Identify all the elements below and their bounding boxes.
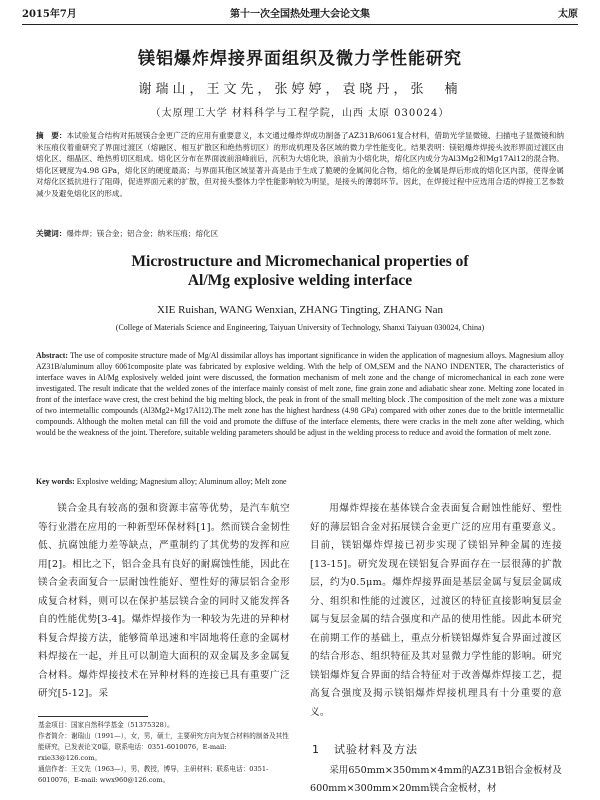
english-title-line2: Al/Mg explosive welding interface bbox=[187, 272, 413, 289]
footnote-corresponding-author: 通信作者：王文先（1963—），男，教授，博导，主研材料；联系电话：0351-6010076，E-mail: wwx960@126.com。 bbox=[38, 765, 269, 784]
english-abstract-text: The use of composite structure made of Mg/Al dissimilar alloys has important significance in widen the application of magnesium alloys. Magnesium alloy AZ31B/aluminum alloy 6061composite plate was fabricated by explosive welding. With the help of OM,SEM and the NANO INDENTER, The characteristics of interface waves in Al/Mg explosively welded joint were discussed, the formation mechanism of melt zone and the change of micromechanical in each zone were investigated. The result indicate that the welded zones of the interface mainly consist of melt zone, fine grain zone and adiabatic shear zone. Melting zone located in front of the interface wave crest, the crest behind the big melting block, the peak in front of the small melting block .The composition of the melt zone was a mixture of two intermetallic compounds (Al3Mg2+Mg17Al12).The melt zone has the highest hardness (4.98 GPa) compared with other zones due to the brittle intermetallic compounds. Although the molten metal can fill the void and promote the diffuse of the interface elements, there were cracks in the melt zone after welding, which would be the weakness of the joint. Therefore, suitable welding parameters should be adjust in the welding process to reduce and avoid the formation of melt zone. bbox=[36, 351, 564, 437]
running-head bbox=[22, 8, 578, 25]
section-heading bbox=[312, 741, 562, 757]
methods-paragraph-start bbox=[310, 762, 562, 798]
running-head-location: 太原 bbox=[558, 9, 578, 20]
section-title: 试验材料及方法 bbox=[334, 743, 418, 756]
footnotes bbox=[38, 720, 290, 786]
chinese-keywords-text: 爆炸焊；镁合金；铝合金；纳米压痕；熔化区 bbox=[66, 229, 219, 238]
chinese-keywords bbox=[36, 228, 564, 239]
english-abstract-label: Abstract: bbox=[36, 351, 68, 360]
english-title-line1: Microstructure and Micromechanical properties of bbox=[131, 253, 469, 270]
footnote-divider bbox=[38, 716, 148, 717]
english-keywords-label: Key words: bbox=[36, 477, 75, 486]
methods-paragraph: 采用650mm×350mm×4mm的AZ31B铝合金板材及600mm×300mm×20mm镁合金板材，材 bbox=[310, 765, 562, 794]
chinese-abstract-label: 摘 要： bbox=[36, 131, 67, 140]
footnote-funding: 基金项目：国家自然科学基金（51375328）。 bbox=[38, 721, 174, 729]
chinese-abstract-text: 本试验复合结构对拓展镁合金更广泛的应用有重要意义，本文通过爆炸焊成功制备了AZ31B/6061复合材料，借助光学显微镜、扫描电子显微镜和纳米压痕仪着重研究了界面过渡区（熔融区、相互扩散区和绝热剪切区）的形成机理及各区域的微力学性能变化。结果表明：镁铝爆炸焊接头波形界面过渡区由熔化区、细晶区、绝热剪切区组成。熔化区分布在界面波前浪峰前后，沉积为大熔化块，浪前为小熔化块，熔化区内成分为Al3Mg2和Mg17Al12的混合物。熔化区硬度为4.98 GPa，熔化区的硬度最高；与界面其他区域显著升高是由于生成了脆硬的金属间化合物，熔化的金属是焊后形成的熔化区内部，使得金属对熔化区抵抗进行了阻碍，促进界面元素的扩散，但对接头整体力学性能影响较为明显，是接头的薄弱环节。因此，在焊接过程中应选用合适的焊接工艺参数减少及避免熔化区的形成。 bbox=[36, 131, 564, 198]
english-keywords-text: Explosive welding; Magnesium alloy; Aluminum alloy; Melt zone bbox=[76, 477, 287, 486]
body-left-column bbox=[38, 500, 290, 710]
section-number: 1 bbox=[312, 743, 320, 756]
footnote-author-bio: 作者简介：谢瑞山（1991—），女，男，硕士，主要研究方向为复合材料的制备及其性能研究，已发表论文0篇，联系电话：0351-6010076，E-mail: rxie33@126.com。 bbox=[38, 732, 289, 762]
introduction-paragraph: 镁合金具有较高的强和资源丰富等优势，是汽车航空等行业潜在应用的一种新型环保材料[1]。然而镁合金韧性低、抗腐蚀能力差等缺点，严重制约了其优势的发挥和应用[2]。相比之下，铝合金具有良好的耐腐蚀性能，因此在镁合金表面复合一层耐蚀性能好、塑性好的薄层铝合金形成复合材料，则可以在保护基层镁合金的同时又能发挥各自的性能优势[3-4]。爆炸焊接作为一种较为先进的异种材料复合焊接方法，能够简单迅速和牢固地将任意的金属材料焊接在一起，并且可以制造大面积的双金属及多金属复合材料。爆炸焊接技术在异种材料的连接已具有重要广泛研究[5-12]。采 bbox=[38, 503, 290, 699]
chinese-keywords-label: 关键词： bbox=[36, 229, 67, 238]
chinese-affiliation: （太原理工大学 材料科学与工程学院，山西 太原 030024） bbox=[150, 108, 450, 119]
english-keywords bbox=[36, 476, 564, 487]
running-head-date: 2015年7月 bbox=[22, 9, 77, 20]
english-authors: XIE Ruishan, WANG Wenxian, ZHANG Tingting, ZHANG Nan bbox=[157, 304, 443, 316]
english-affiliation: (College of Materials Science and Engineering, Taiyuan University of Technology, Shanxi Taiyuan 030024, China) bbox=[115, 323, 485, 332]
introduction-paragraph-continued: 用爆炸焊接在基体镁合金表面复合耐蚀性能好、塑性好的薄层铝合金对拓展镁合金更广泛的应用有重要意义。目前，镁铝爆炸焊接已初步实现了镁铝异种金属的连接[13-15]。研究发现在镁铝复合界面存在一层很薄的扩散层，约为0.5μm。爆炸焊接界面是基层金属与复层金属成分、组织和性能的过渡区，过渡区的特征直接影响复层金属与复层金属的结合强度和产品的使用性能。因此本研究在前期工作的基础上，重点分析镁铝爆炸复合界面过渡区的结合形态、组织特征及其对显微力学性能的影响。研究镁铝爆炸复合界面的结合特征对于改善爆炸焊接工艺，提高复合强度及揭示镁铝爆炸焊接机理具有十分重要的意义。 bbox=[310, 503, 562, 718]
english-title bbox=[0, 252, 600, 290]
chinese-title: 镁铝爆炸焊接界面组织及微力学性能研究 bbox=[138, 49, 462, 69]
chinese-abstract bbox=[36, 130, 564, 200]
chinese-authors: 谢瑞山，王文先，张婷婷，袁晓丹，张 楠 bbox=[138, 82, 462, 97]
body-right-column bbox=[310, 500, 562, 718]
running-head-proceedings: 第十一次全国热处理大会论文集 bbox=[230, 9, 370, 20]
english-abstract bbox=[36, 350, 564, 438]
